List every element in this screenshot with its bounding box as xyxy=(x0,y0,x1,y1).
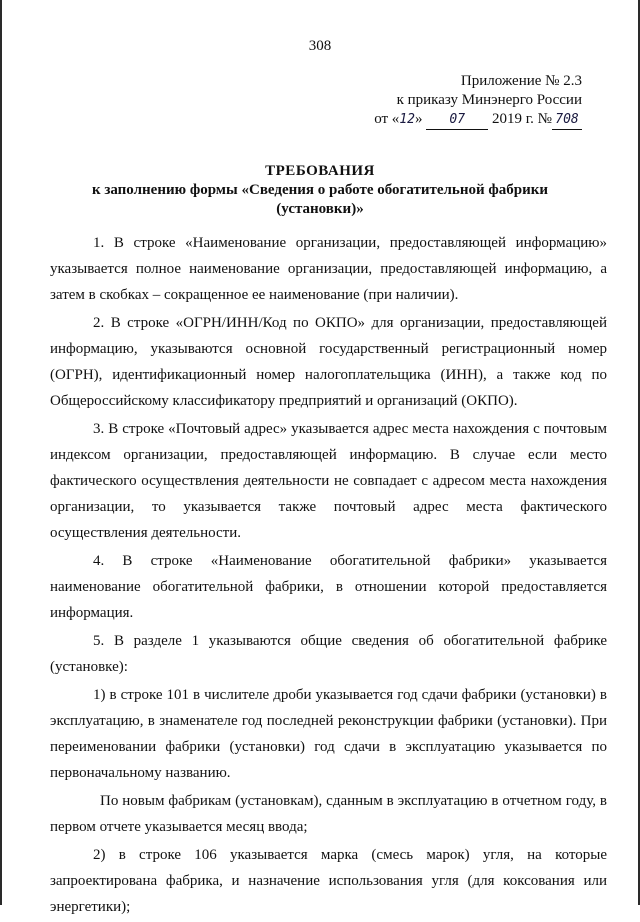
paragraph-5-1-note: По новым фабрикам (установкам), сданным в эксплуатацию в отчетном году, в первом отчете указывается месяц ввода; xyxy=(50,793,607,835)
document-title: ТРЕБОВАНИЯ xyxy=(265,163,375,179)
document-subtitle: к заполнению формы «Сведения о работе обогатительной фабрики (установки)» xyxy=(91,182,549,217)
annex-block xyxy=(362,72,582,130)
handwritten-order-number: 708 xyxy=(552,110,582,130)
paragraph-5-2: 2) в строке 106 указывается марка (смесь марок) угля, на которые запроектирована фабрика, и назначение использования угля (для коксования или энергетики); xyxy=(50,847,607,915)
paragraph-5: 5. В разделе 1 указываются общие сведения об обогатительной фабрике (установке): xyxy=(50,633,607,675)
paragraph-3: 3. В строке «Почтовый адрес» указывается адрес места нахождения с почтовым индексом организации, предоставляющей информацию. В случае если место фактического осуществления деятельности не совпадает с адресом места нахождения организации, то указывается также почтовый адрес места фактического осуществления деятельности. xyxy=(50,421,607,541)
handwritten-month: 07 xyxy=(426,110,488,130)
annex-title: Приложение № 2.3 xyxy=(460,73,582,89)
annex-date-line xyxy=(362,110,582,130)
scan-edge-left xyxy=(0,0,2,905)
year-text: 2019 г. № xyxy=(491,111,552,127)
handwritten-day: 12 xyxy=(399,112,415,127)
document-body xyxy=(50,230,607,922)
paragraph-5-1: 1) в строке 101 в числителе дроби указывается год сдачи фабрики (установки) в эксплуатацию, в знаменателе год последней реконструкции фабрики (установки). При переименовании фабрики (установки) год сдачи в эксплуатацию указывается по первоначальному названию. xyxy=(50,687,607,781)
paragraph-4: 4. В строке «Наименование обогатительной фабрики» указывается наименование обогатительной фабрики, в отношении которой предоставляется информация. xyxy=(50,553,607,621)
date-prefix: от « xyxy=(374,111,400,127)
paragraph-2: 2. В строке «ОГРН/ИНН/Код по ОКПО» для организации, предоставляющей информацию, указываются основной государственный регистрационный номер (ОГРН), идентификационный номер налогоплательщика (ИНН), а также код по Общероссийскому классификатору предприятий и организаций (ОКПО). xyxy=(50,315,607,409)
page-number: 308 xyxy=(308,38,332,54)
date-mid: » xyxy=(414,111,423,127)
paragraph-1: 1. В строке «Наименование организации, предоставляющей информацию» указывается полное наименование организации, предоставляющей информацию, а затем в скобках – сокращенное ее наименование (при наличии). xyxy=(50,235,607,303)
annex-order-ref: к приказу Минэнерго России xyxy=(396,92,582,108)
